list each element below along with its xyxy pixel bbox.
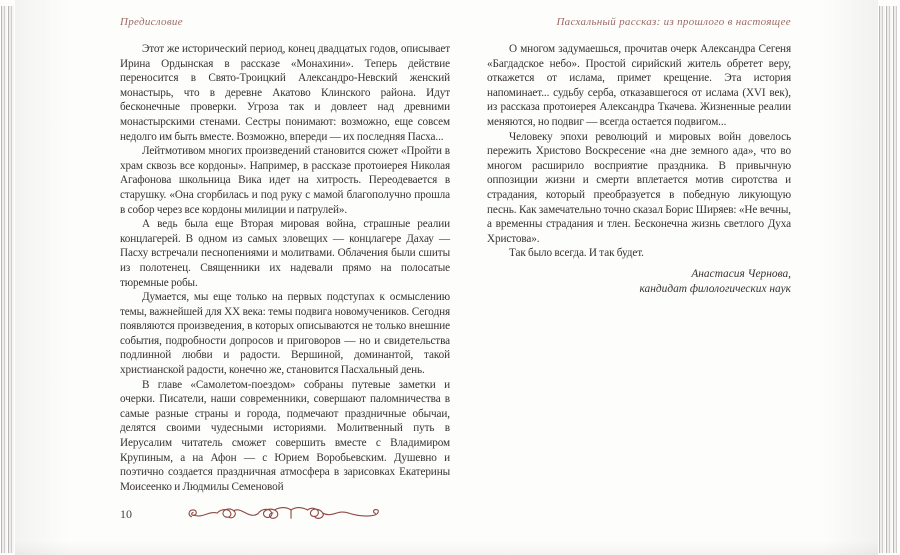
paragraph: Так было всегда. И так будет. xyxy=(509,247,644,260)
right-page-body xyxy=(487,42,791,297)
left-page xyxy=(120,16,450,494)
paragraph: В главе «Самолетом-поездом» собраны путевые заметки и очерки. Писатели, наши современники, совершают паломничества в самые разные страны и города, подмечают праздничные обычаи, делятся своими чудесными историями. Молитвенный путь в Иерусалим читатель сможет совершить вместе с Владимиром Крупиным, а на Афон — с Юрием Воробьевским. Душевно и поэтично создается праздничная атмосфера в зарисовках Екатерины Моисеенко и Людмилы Семеновой xyxy=(120,378,450,493)
paragraph: Этот же исторический период, конец двадцатых годов, описывает Ирина Ордынская в рассказе «Монахини». Теперь действие переносится в Свято-Троицкий Александро-Невский женский монастырь, что в деревне Акатово Клинского района. Идут бесконечные проверки. Угроза так и довлеет над древними монастырскими стенами. Сестры понимают: возможно, еще совсем недолго им быть вместе. Возможно, впереди — их последняя Пасха... xyxy=(120,43,450,143)
page-edges-left xyxy=(0,6,15,553)
page-shade-right xyxy=(823,0,878,555)
left-page-footer xyxy=(120,503,450,525)
paragraph: Лейтмотивом многих произведений становится сюжет «Пройти в храм сквозь все кордоны». Например, в рассказе протоиерея Николая Агафонова школьница Вика идет на хитрость. Переодевается в старушку. «Она сгорбилась и под руку с мамой благополучно прошла в собор через все кордоны милиции и патрулей». xyxy=(120,145,450,216)
page-shade-bottom xyxy=(15,541,878,555)
paragraph: О многом задумаешься, прочитав очерк Александра Сегеня «Багдадское небо». Простой сирийский житель обретет веру, откажется от ислама, примет крещение. Эта история напоминает... судьбу серба, отказавшегося от ислама (XVI век), из рассказа протоиерея Александра Ткачева. Жизненные реалии меняются, но подвиг — всегда остается подвигом... xyxy=(487,43,791,128)
paragraph: А ведь была еще Вторая мировая война, страшные реалии концлагерей. В одном из самых зловещих — концлагере Дахау — Пасху встречали песнопениями и молитвами. Облачения были сшиты из полотенец. Священники их надевали прямо на полосатые тюремные робы. xyxy=(120,218,450,289)
page-edges-right xyxy=(878,6,897,553)
author-signature xyxy=(487,267,791,297)
signature-name: Анастасия Чернова, xyxy=(691,267,791,280)
running-header-left: Предисловие xyxy=(120,16,183,28)
running-header-right: Пасхальный рассказ: из прошлого в настоящее xyxy=(556,16,791,28)
paragraph: Думается, мы еще только на первых подступах к осмыслению темы, важнейшей для XX века: темы подвига новомучеников. Сегодня появляются произведения, в которых описываются не только внешние события, подробности допросов и приговоров — но и свидетельства подлинной любви и радости. Вершиной, доминантой, такой христианской радости, конечно же, становится Пасхальный день. xyxy=(120,291,450,377)
page-number: 10 xyxy=(120,506,132,521)
signature-title: кандидат филологических наук xyxy=(639,282,791,295)
left-page-body xyxy=(120,42,450,494)
right-page xyxy=(487,16,791,297)
paragraph: Человеку эпохи революций и мировых войн довелось пережить Христово Воскресение «на дне земного ада», что во многом расширило восприятие праздника. В привычную оппозиции жизни и смерти вплетается мотив сиротства и страдания, который преобразуется в победную ликующую песнь. Как замечательно точно сказал Борис Ширяев: «Не вечны, а временны страдания и тлен. Бесконечна жизнь светлого Духа Христова». xyxy=(487,130,791,245)
page-shade-left xyxy=(15,0,70,555)
calligraphic-flourish-icon xyxy=(154,506,450,523)
